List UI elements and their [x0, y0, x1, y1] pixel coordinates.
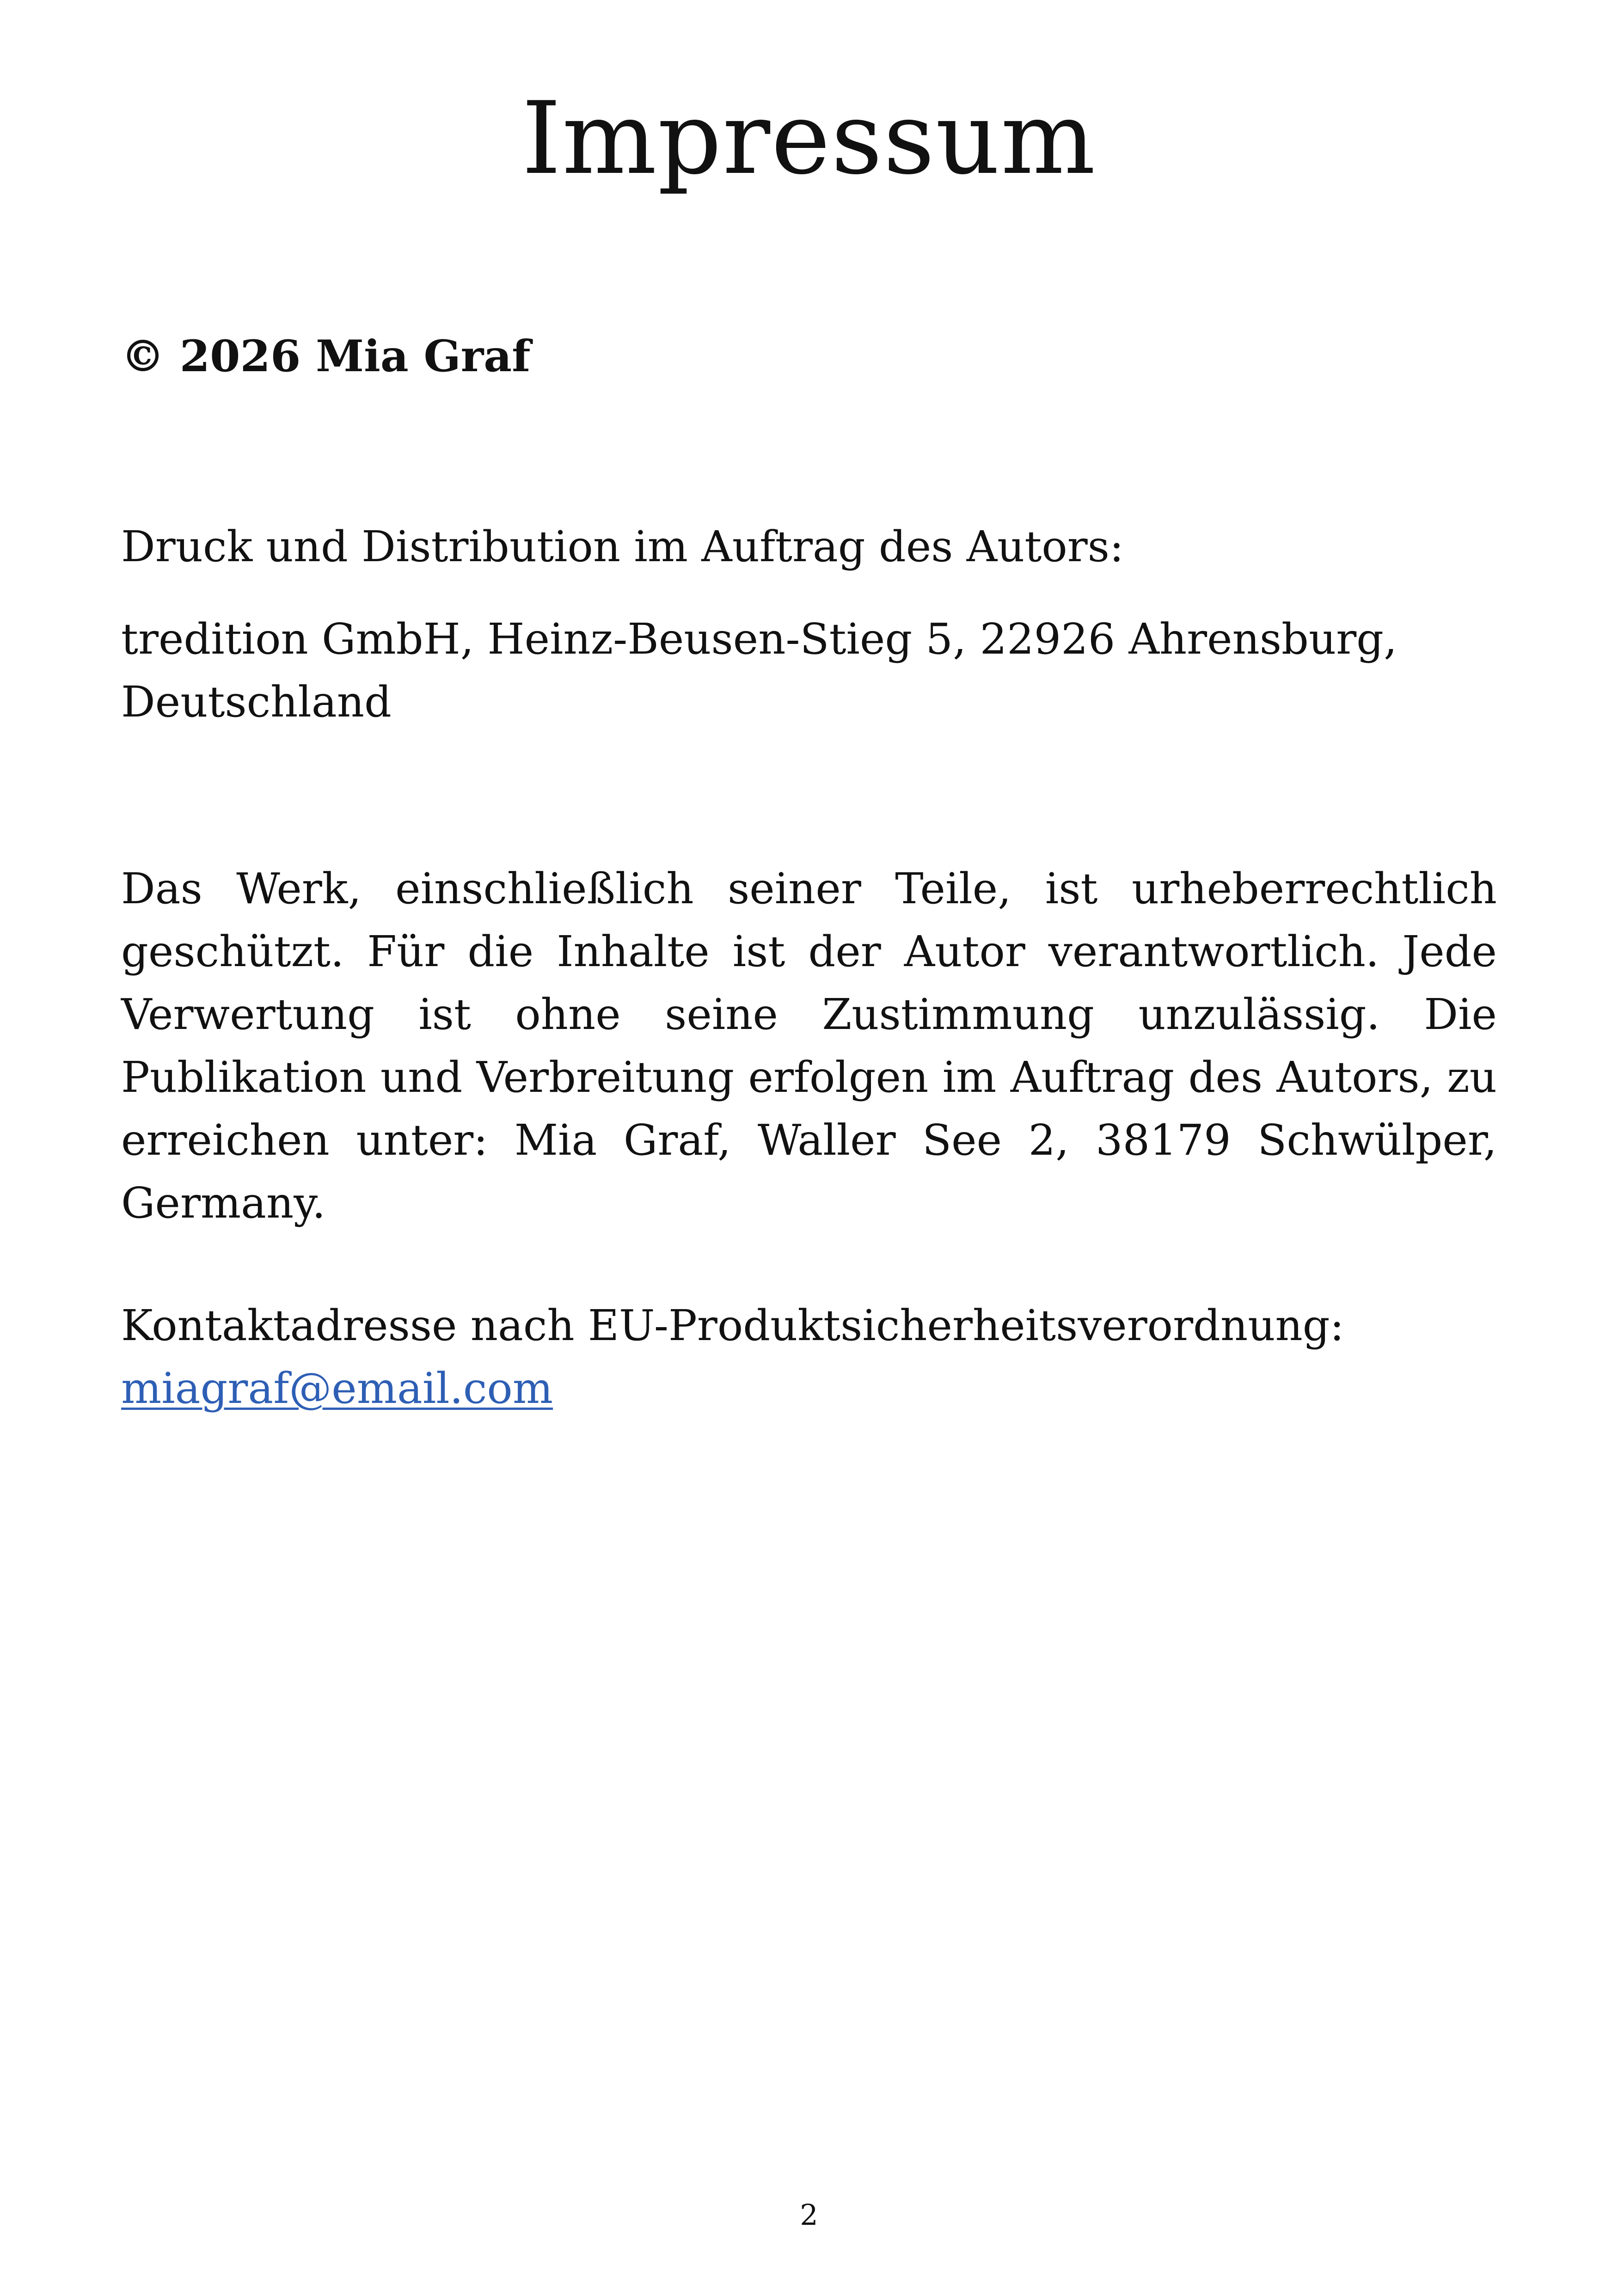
print-distribution-heading: Druck und Distribution im Auftrag des Autors:	[121, 522, 1124, 571]
page-number: 2	[800, 2198, 818, 2232]
rights-paragraph: Das Werk, einschließlich seiner Teile, ist urheberrechtlich geschützt. Für die Inhalte ist der Autor verantwortlich. Jede Verwertung ist ohne seine Zustimmung unzulässig. Die Publikation und Verbreitung erfolgen im Auftrag des Autors, zu erreichen unter: Mia Graf, Waller See 2, 38179 Schwülper, Germany.	[121, 864, 1497, 1228]
page-title: Impressum	[521, 80, 1097, 196]
contact-heading: Kontaktadresse nach EU-Produktsicherheitsverordnung:	[121, 1301, 1344, 1350]
publisher-address	[121, 608, 1497, 734]
contact-email-link[interactable]: miagraf@email.com	[121, 1364, 553, 1413]
publisher-address-line-1: tredition GmbH, Heinz-Beusen-Stieg 5, 22926 Ahrensburg,	[121, 614, 1397, 664]
copyright-notice: © 2026 Mia Graf	[121, 331, 531, 382]
contact-section	[121, 1294, 1497, 1420]
publisher-address-line-2: Deutschland	[121, 677, 392, 727]
